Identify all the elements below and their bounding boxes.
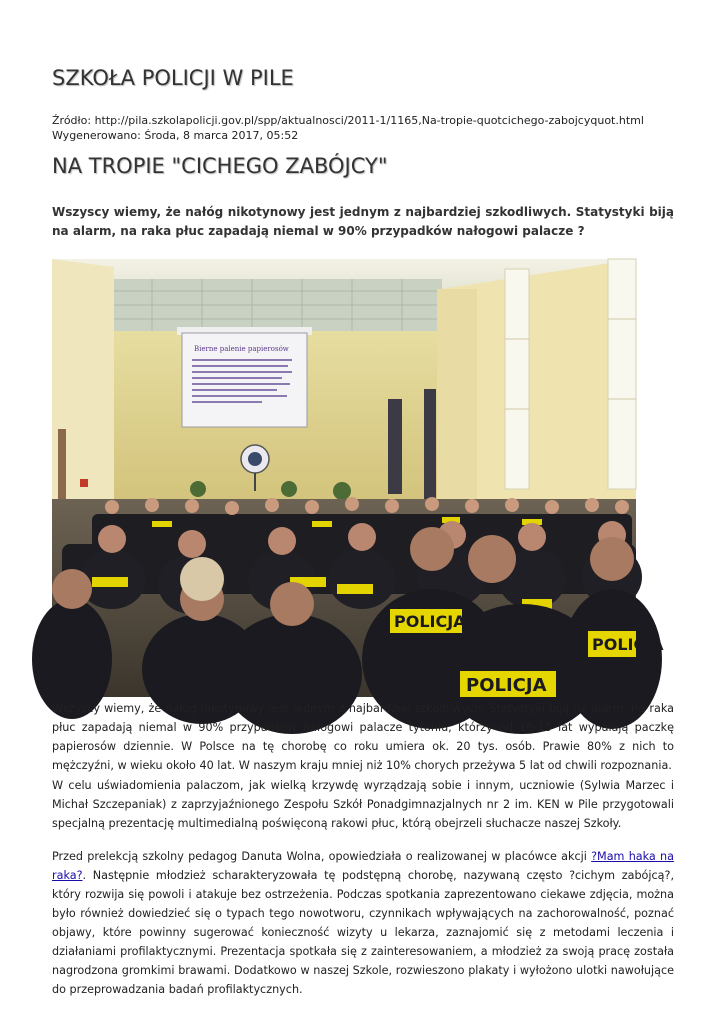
article-title: NA TROPIE "CICHEGO ZABÓJCY": [52, 154, 388, 178]
lecture-hall-photo: [52, 259, 664, 697]
source-line: Źródło: http://pila.szkolapolicji.gov.pl/spp/aktualnosci/2011-1/1165,Na-tropie-quotcichego-zabojcyquot.html: [52, 114, 644, 127]
paragraph-3-intro: Przed prelekcją szkolny pedagog Danuta Wolna, opowiedziała o realizowanej w placówce akcji: [52, 850, 592, 863]
campaign-link[interactable]: ?Mam haka na raka?: [52, 850, 674, 882]
generated-line: Wygenerowano: Środa, 8 marca 2017, 05:52: [52, 129, 299, 142]
article-lead: Wszyscy wiemy, że nałóg nikotynowy jest jednym z najbardziej szkodliwych. Statystyki biją na alarm, na raka płuc zapadają niemal w 90% przypadków nałogowi palacze ?: [52, 205, 674, 238]
article-paragraph-3: [52, 847, 674, 999]
jacket-text-1: POLICJA: [394, 612, 466, 631]
jacket-text-2: POLICJA: [466, 675, 547, 696]
jacket-text-3: POLICJA: [592, 635, 664, 654]
screen-heading: Bierne palenie papierosów: [194, 345, 289, 353]
article-paragraph-2: W celu uświadomienia palaczom, jak wielką krzywdę wyrządzają sobie i innym, uczniowie (Sylwia Marzec i Michał Szczepaniak) z zaprzyjaźnionego Zespołu Szkół Ponadgimnazjalnych nr 2 im. KEN w Pile przygotowali specjalną prezentację multimedialną poświęconą rakowi płuc, którą obejrzeli słuchacze naszej Szkoły.: [52, 779, 674, 830]
article-paragraph-1: Wszyscy wiemy, że nałóg nikotynowy jest jednym z najbardziej szkodliwych. Statystyki biją na alarm, na raka płuc zapadają niemal w 90% przypadków nałogowi palacze tytoniu, którzy od 10-15 lat wypalają paczkę papierosów dziennie. W Polsce na tę chorobę co roku umiera ok. 20 tys. osób. Prawie 80% z nich to mężczyźni, w wieku około 40 lat. W naszym kraju mniej niż 10% chorych przeżywa 5 lat od chwili rozpoznania.: [52, 702, 674, 772]
article-photo: [52, 259, 664, 697]
paragraph-3-rest: . Następnie młodzież scharakteryzowała tę podstępną chorobę, nazywaną często ?cichym zabójcą?, który rozwija się powoli i atakuje bez ostrzeżenia. Podczas spotkania zaprezentowano ciekawe zdjęcia, można było również dowiedzieć się o typach tego nowotworu, czynnikach wpływających na zachorowalność, poznać objawy, które powinny sugerować konieczność wizyty u lekarza, zaznajomić się z metodami leczenia i działaniami profilaktycznymi. Prezentacja spotkała się z zainteresowaniem, a młodzież za swoją pracę została nagrodzona gromkimi brawami. Dodatkowo w naszej Szkole, rozwieszono plakaty i wyłożono ulotki nawołujące do przeprowadzania badań profilaktycznych.: [52, 869, 674, 996]
site-title: SZKOŁA POLICJI W PILE: [52, 66, 294, 90]
page-meta: [52, 113, 644, 143]
